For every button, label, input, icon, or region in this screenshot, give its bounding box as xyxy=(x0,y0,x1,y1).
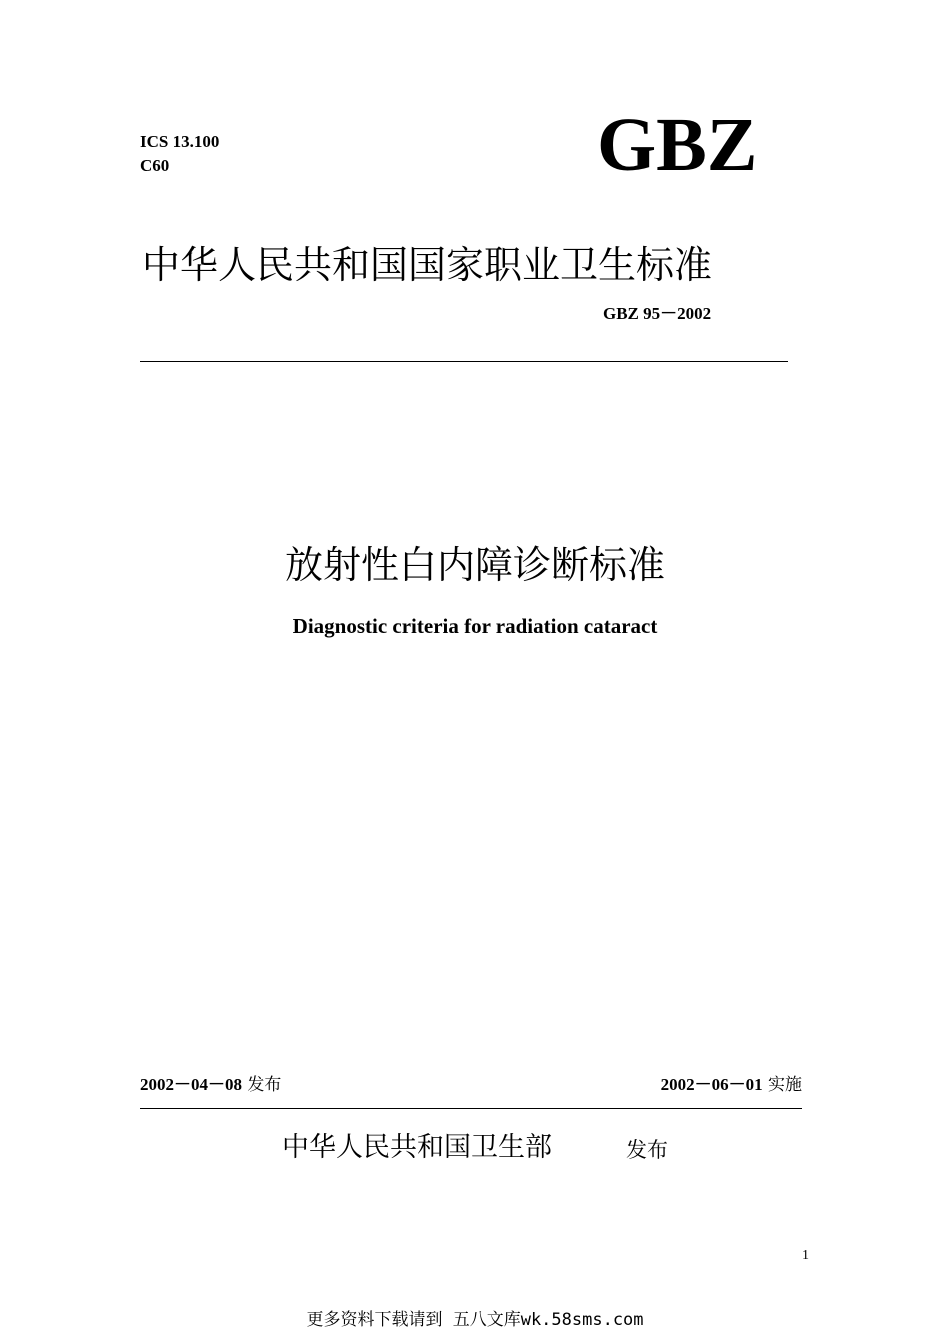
top-divider xyxy=(140,361,788,362)
issue-date: 2002－04－08 xyxy=(140,1075,242,1094)
issue-date-line xyxy=(140,1073,281,1097)
implement-date: 2002－06－01 xyxy=(660,1075,763,1094)
publisher-name: 中华人民共和国卫生部 xyxy=(282,1132,552,1163)
document-title-chinese: 放射性白内障诊断标准 xyxy=(284,543,665,587)
issue-label: 发布 xyxy=(247,1075,282,1095)
publisher-action: 发布 xyxy=(626,1138,668,1162)
document-title-english: Diagnostic criteria for radiation cataract xyxy=(292,614,658,638)
bottom-divider xyxy=(140,1108,802,1109)
standard-code: GBZ 95－2002 xyxy=(603,304,712,323)
implement-label: 实施 xyxy=(768,1075,802,1095)
ics-code-block xyxy=(140,130,219,178)
footer-watermark-text: 更多资料下载请到 五八文库wk.58sms.com xyxy=(306,1310,644,1330)
standard-category-name: 中华人民共和国国家职业卫生标准 xyxy=(142,243,713,287)
page-number: 1 xyxy=(802,1248,809,1263)
ics-code: ICS 13.100 xyxy=(140,132,220,151)
gbz-logo: GBZ xyxy=(597,103,758,187)
ccs-code: C60 xyxy=(140,156,170,175)
implement-date-line xyxy=(661,1073,802,1097)
